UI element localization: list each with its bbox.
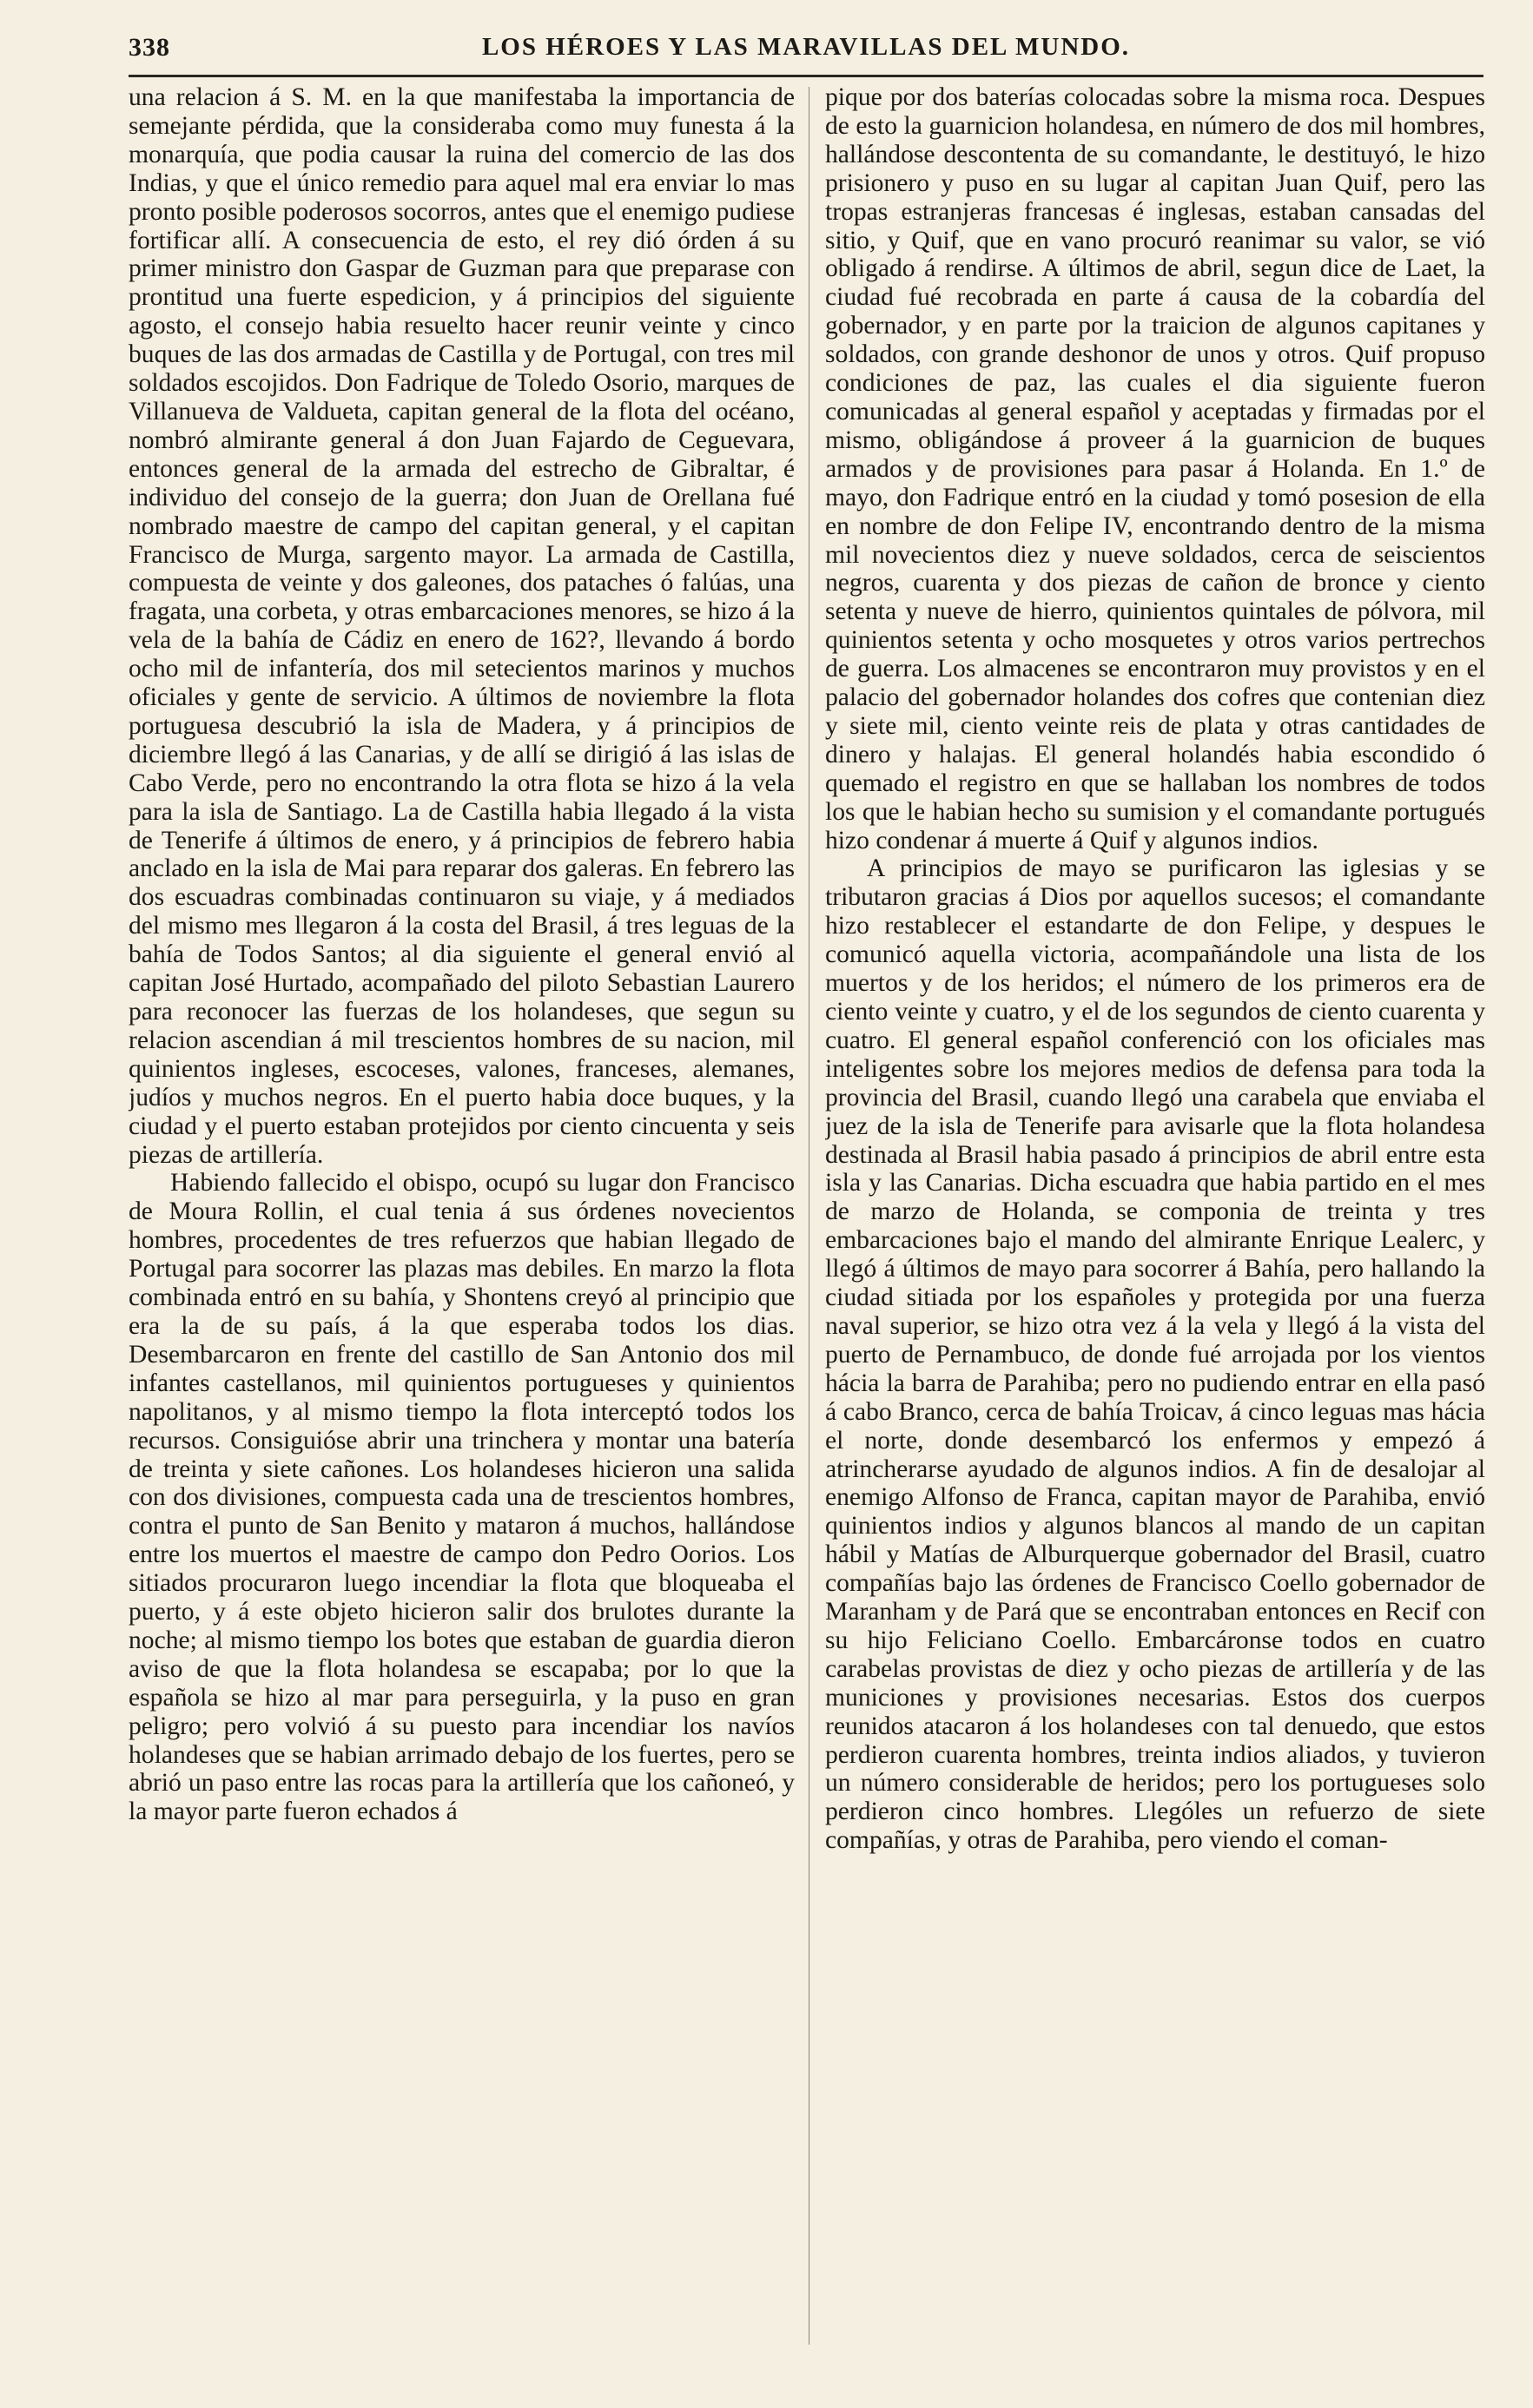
paragraph: Habiendo fallecido el obispo, ocupó su lugar don Francisco de Moura Rollin, el cual tenia á sus órdenes novecientos hombres, procedentes de tres refuerzos que habian llegado de Portugal para socorrer las plazas mas debiles. En marzo la flota combinada entró en su bahía, y Shontens creyó al principio que era la de su país, á la que esperaba todos los dias. Desembarcaron en frente del castillo de San Antonio dos mil infantes castellanos, mil quinientos portugueses y quinientos napolitanos, y al mismo tiempo la flota interceptó todos los recursos. Consiguióse abrir una trinchera y montar una batería de treinta y siete cañones. Los holandeses hicieron una salida con dos divisiones, compuesta cada una de trescientos hombres, contra el punto de San Benito y mataron á muchos, hallándose entre los muertos el maestre de campo don Pedro Oorios. Los sitiados procuraron luego incendiar la flota que bloqueaba el puerto, y á este objeto hicieron salir dos brulotes durante la noche; al mismo tiempo los botes que estaban de guardia dieron aviso de que la flota holandesa se escapaba; por lo que la española se hizo al mar para perseguirla, y la puso en gran peligro; pero volvió á su puesto para incendiar los navíos holandeses que se habian arrimado debajo de los fuertes, pero se abrió un paso entre las rocas para la artillería que los cañoneó, y la mayor parte fueron echados á: [129, 1169, 795, 1826]
page-number: 338: [129, 33, 170, 62]
paragraph: pique por dos baterías colocadas sobre la misma roca. Despues de esto la guarnicion holandesa, en número de dos mil hombres, hallándose descontenta de su comandante, le destituyó, le hizo prisionero y puso en su lugar al capitan Juan Quif, pero las tropas estranjeras francesas é inglesas, estaban cansadas del sitio, y Quif, que en vano procuró reanimar su valor, se vió obligado á rendirse. A últimos de abril, segun dice de Laet, la ciudad fué recobrada en parte á causa de la cobardía del gobernador, y en parte por la traicion de algunos capitanes y soldados, con grande deshonor de unos y otros. Quif propuso condiciones de paz, las cuales el dia siguiente fueron comunicadas al general español y aceptadas y firmadas por el mismo, obligándose á proveer á la guarnicion de buques armados y de provisiones para pasar á Holanda. En 1.º de mayo, don Fadrique entró en la ciudad y tomó posesion de ella en nombre de don Felipe IV, encontrando dentro de la misma mil novecientos diez y nueve soldados, cerca de seiscientos negros, cuarenta y dos piezas de cañon de bronce y ciento setenta y nueve de hierro, quinientos quintales de pólvora, mil quinientos setenta y ocho mosquetes y otros varios pertrechos de guerra. Los almacenes se encontraron muy provistos y en el palacio del gobernador holandes dos cofres que contenian diez y siete mil, ciento veinte reis de plata y otras cantidades de dinero y halajas. El general holandés habia escondido ó quemado el registro en que se hallaban los nombres de todos los que le habian hecho su sumision y el comandante portugués hizo condenar á muerte á Quif y algunos indios.: [825, 83, 1485, 854]
header-rule: [129, 75, 1483, 77]
paragraph: A principios de mayo se purificaron las iglesias y se tributaron gracias á Dios por aquellos sucesos; el comandante hizo restablecer el estandarte de don Felipe, y despues le comunicó aquella victoria, acompañándole una lista de los muertos y de los heridos; el número de los primeros era de ciento veinte y cuatro, y el de los segundos de ciento cuarenta y cuatro. El general español conferenció con los oficiales mas inteligentes sobre los mejores medios de defensa para toda la provincia del Brasil, cuando llegó una carabela que enviaba el juez de la isla de Tenerife para avisarle que la flota holandesa destinada al Brasil habia pasado á principios de abril entre esta isla y las Canarias. Dicha escuadra que habia partido en el mes de marzo de Holanda, se componia de treinta y tres embarcaciones bajo el mando del almirante Enrique Lealerc, y llegó á últimos de mayo para socorrer á Bahía, pero hallando la ciudad sitiada por los españoles y protegida por una fuerza naval superior, se hizo otra vez á la vela y llegó á la vista del puerto de Pernambuco, de donde fué arrojada por los vientos hácia la barra de Parahiba; pero no pudiendo entrar en ella pasó á cabo Branco, cerca de bahía Troicav, á cinco leguas mas hácia el norte, donde desembarcó los enfermos y empezó á atrincherarse ayudado de algunos indios. A fin de desalojar al enemigo Alfonso de Franca, capitan mayor de Parahiba, envió quinientos indios y algunos blancos al mando de un capitan hábil y Matías de Alburquerque gobernador del Brasil, cuatro compañías bajo las órdenes de Francisco Coello gobernador de Maranham y de Pará que se encontraban entonces en Recif con su hijo Feliciano Coello. Embarcáronse todos en cuatro carabelas provistas de diez y ocho piezas de artillería y de las municiones y provisiones necesarias. Estos dos cuerpos reunidos atacaron á los holandeses con tal denuedo, que estos perdieron cuarenta hombres, treinta indios aliados, y tuvieron un número considerable de heridos; pero los portugueses solo perdieron cinco hombres. Llególes un refuerzo de siete compañías, y otras de Parahiba, pero viendo el coman-: [825, 854, 1485, 1855]
page-header: [129, 24, 1483, 80]
running-title: LOS HÉROES Y LAS MARAVILLAS DEL MUNDO.: [481, 33, 1131, 61]
paragraph: una relacion á S. M. en la que manifestaba la importancia de semejante pérdida, que la consideraba como muy funesta á la monarquía, que podia causar la ruina del comercio de las dos Indias, y que el único remedio para aquel mal era enviar lo mas pronto posible poderosos socorros, antes que el enemigo pudiese fortificar allí. A consecuencia de esto, el rey dió órden á su primer ministro don Gaspar de Guzman para que preparase con prontitud una fuerte espedicion, y á principios del siguiente agosto, el consejo habia resuelto hacer reunir veinte y cinco buques de las dos armadas de Castilla y de Portugal, con tres mil soldados escojidos. Don Fadrique de Toledo Osorio, marques de Villanueva de Valdueta, capitan general de la flota del océano, nombró almirante general á don Juan Fajardo de Ceguevara, entonces general de la armada del estrecho de Gibraltar, é individuo del consejo de la guerra; don Juan de Orellana fué nombrado maestre de campo del capitan general, y el capitan Francisco de Murga, sargento mayor. La armada de Castilla, compuesta de veinte y dos galeones, dos pataches ó falúas, una fragata, una corbeta, y otras embarcaciones menores, se hizo á la vela de la bahía de Cádiz en enero de 162?, llevando á bordo ocho mil de infantería, dos mil setecientos marinos y muchos oficiales y gente de servicio. A últimos de noviembre la flota portuguesa descubrió la isla de Madera, y á principios de diciembre llegó á las Canarias, y de allí se dirigió á las islas de Cabo Verde, pero no encontrando la otra flota se hizo á la vela para la isla de Santiago. La de Castilla habia llegado á la vista de Tenerife á últimos de enero, y á principios de febrero habia anclado en la isla de Mai para reparar dos galeras. En febrero las dos escuadras combinadas continuaron su viaje, y á mediados del mismo mes llegaron á la costa del Brasil, á tres leguas de la bahía de Todos Santos; al dia siguiente el general envió al capitan José Hurtado, acompañado del piloto Sebastian Laurero para reconocer las fuerzas de los holandeses, que segun su relacion ascendian á mil trescientos hombres de su nacion, mil quinientos ingleses, escoceses, valones, franceses, alemanes, judíos y muchos negros. En el puerto habia doce buques, y la ciudad y el puerto estaban protejidos por ciento cincuenta y seis piezas de artillería.: [129, 83, 795, 1169]
left-column: [129, 83, 795, 2363]
right-column: [825, 83, 1485, 2363]
